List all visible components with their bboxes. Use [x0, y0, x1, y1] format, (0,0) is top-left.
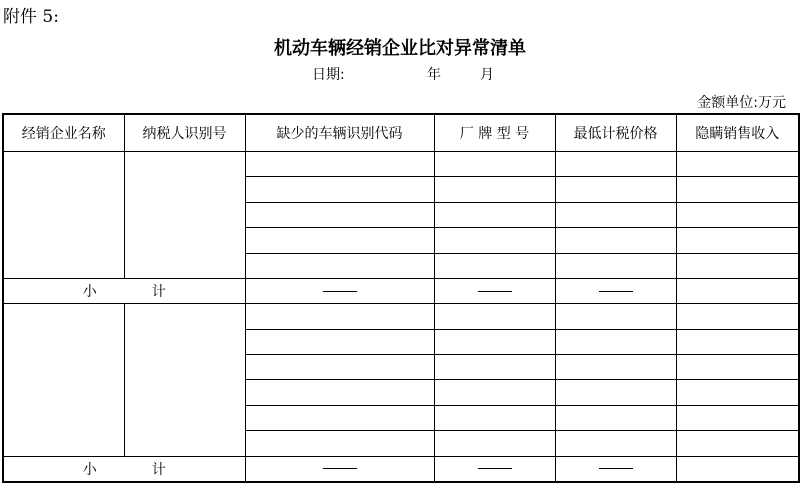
subtotal-row [3, 278, 799, 303]
min-price-cell[interactable] [555, 380, 676, 405]
concealed-revenue-cell[interactable] [676, 253, 799, 278]
subtotal-label-left: 小 [82, 461, 97, 478]
brand-model-cell[interactable] [434, 152, 555, 177]
vin-cell[interactable] [245, 202, 434, 227]
min-price-cell[interactable] [555, 405, 676, 430]
subtotal-label [3, 278, 245, 303]
dash-mark [323, 291, 357, 292]
concealed-revenue-cell[interactable] [676, 380, 799, 405]
vin-cell[interactable] [245, 355, 434, 380]
min-price-cell[interactable] [555, 152, 676, 177]
abnormal-comparison-table [2, 113, 800, 483]
header-concealed-revenue: 隐瞒销售收入 [676, 114, 799, 152]
vin-cell[interactable] [245, 304, 434, 329]
concealed-revenue-cell[interactable] [676, 431, 799, 456]
concealed-revenue-cell[interactable] [676, 152, 799, 177]
brand-model-cell[interactable] [434, 253, 555, 278]
vin-cell[interactable] [245, 253, 434, 278]
min-price-cell[interactable] [555, 355, 676, 380]
concealed-revenue-cell[interactable] [676, 228, 799, 253]
subtotal-vin-dash [245, 278, 434, 303]
subtotal-label [3, 456, 245, 482]
subtotal-row [3, 456, 799, 482]
header-min-taxable-price: 最低计税价格 [555, 114, 676, 152]
dealer-name-cell[interactable] [3, 304, 124, 456]
table-header-row [3, 114, 799, 152]
min-price-cell[interactable] [555, 253, 676, 278]
concealed-revenue-cell[interactable] [676, 304, 799, 329]
brand-model-cell[interactable] [434, 202, 555, 227]
brand-model-cell[interactable] [434, 329, 555, 354]
subtotal-vin-dash [245, 456, 434, 482]
vin-cell[interactable] [245, 152, 434, 177]
amount-unit-label: 金额单位:万元 [697, 95, 786, 111]
subtotal-label-right: 计 [151, 284, 166, 301]
date-label: 日期: [312, 67, 345, 83]
concealed-revenue-cell[interactable] [676, 177, 799, 202]
brand-model-cell[interactable] [434, 380, 555, 405]
subtotal-brand-dash [434, 456, 555, 482]
concealed-revenue-cell[interactable] [676, 355, 799, 380]
year-label: 年 [427, 67, 441, 83]
min-price-cell[interactable] [555, 329, 676, 354]
vin-cell[interactable] [245, 228, 434, 253]
subtotal-revenue-cell[interactable] [676, 278, 799, 303]
dealer-name-cell[interactable] [3, 152, 124, 279]
document-title: 机动车辆经销企业比对异常清单 [274, 38, 526, 59]
subtotal-price-dash [555, 456, 676, 482]
brand-model-cell[interactable] [434, 177, 555, 202]
concealed-revenue-cell[interactable] [676, 202, 799, 227]
dash-mark [599, 468, 633, 469]
vin-cell[interactable] [245, 177, 434, 202]
dash-mark [599, 291, 633, 292]
vin-cell[interactable] [245, 405, 434, 430]
subtotal-label-left: 小 [82, 284, 97, 301]
brand-model-cell[interactable] [434, 431, 555, 456]
concealed-revenue-cell[interactable] [676, 405, 799, 430]
vin-cell[interactable] [245, 380, 434, 405]
concealed-revenue-cell[interactable] [676, 329, 799, 354]
dash-mark [323, 468, 357, 469]
subtotal-revenue-cell[interactable] [676, 456, 799, 482]
header-brand-model: 厂 牌 型 号 [434, 114, 555, 152]
brand-model-cell[interactable] [434, 405, 555, 430]
min-price-cell[interactable] [555, 228, 676, 253]
dash-mark [478, 291, 512, 292]
subtotal-brand-dash [434, 278, 555, 303]
taxpayer-id-cell[interactable] [124, 304, 245, 456]
table-row [3, 304, 799, 329]
header-dealer-name: 经销企业名称 [3, 114, 124, 152]
annex-label: 附件 5: [3, 7, 59, 27]
table-row [3, 152, 799, 177]
taxpayer-id-cell[interactable] [124, 152, 245, 279]
brand-model-cell[interactable] [434, 228, 555, 253]
vin-cell[interactable] [245, 431, 434, 456]
header-taxpayer-id: 纳税人识别号 [124, 114, 245, 152]
dash-mark [478, 468, 512, 469]
min-price-cell[interactable] [555, 304, 676, 329]
brand-model-cell[interactable] [434, 304, 555, 329]
brand-model-cell[interactable] [434, 355, 555, 380]
subtotal-label-right: 计 [151, 461, 166, 478]
month-label: 月 [480, 67, 494, 83]
min-price-cell[interactable] [555, 177, 676, 202]
vin-cell[interactable] [245, 329, 434, 354]
min-price-cell[interactable] [555, 431, 676, 456]
date-line [0, 64, 800, 84]
header-missing-vin: 缺少的车辆识别代码 [245, 114, 434, 152]
min-price-cell[interactable] [555, 202, 676, 227]
subtotal-price-dash [555, 278, 676, 303]
